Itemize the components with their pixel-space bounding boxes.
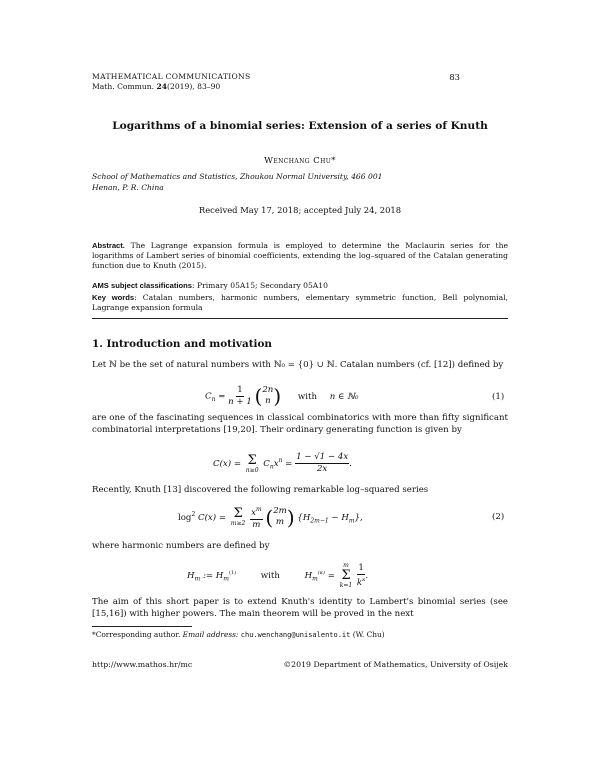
h-sum-top: m: [343, 562, 349, 569]
eq2-frac-num: x: [251, 507, 256, 518]
gf-equals: =: [285, 459, 293, 469]
h-def-sub: m: [223, 575, 229, 583]
equation-knuth: [178, 504, 363, 531]
eq2-binom-top: 2m: [273, 506, 287, 517]
eq2-sigma: Σ: [233, 506, 243, 522]
equation-catalan: [205, 384, 358, 408]
equation-harmonic: [187, 562, 368, 589]
gf-sigma: Σ: [247, 452, 257, 468]
eq2-binom: [273, 506, 287, 528]
eq1-with: with: [297, 391, 317, 402]
eq2-fraction: [250, 504, 263, 531]
eq1-number: (1): [492, 392, 505, 402]
keywords-label: Key words: [92, 293, 135, 302]
paragraph-3: Recently, Knuth [13] discovered the following remarkable log–squared series: [92, 485, 429, 495]
abstract-label: Abstract.: [92, 241, 125, 250]
footnote-suffix: (W. Chu): [350, 630, 385, 639]
eq2-frac-num-sup: m: [255, 506, 262, 513]
footer-url[interactable]: http://www.mathos.hr/mc: [92, 660, 193, 669]
eq2-sum: [231, 507, 246, 527]
paragraph-4: where harmonic numbers are defined by: [92, 541, 270, 551]
keywords-text: : Catalan numbers, harmonic numbers, elementary symmetric function, Bell polynomial, Lagrange expansion formula: [92, 293, 508, 312]
footnote-email-label: Email address:: [182, 630, 239, 639]
h-lhs: H: [187, 571, 195, 581]
eq2-frac-den: m: [252, 519, 261, 530]
citation-prefix: Math. Commun.: [92, 82, 157, 91]
eq1-sub: n: [211, 396, 216, 404]
abstract-text: The Lagrange expansion formula is employed to determine the Maclaurin series for the logarithms of Lambert series of binomial coefficients, extending the log–squared of the Catalan generating function due to Knuth (2015).: [92, 241, 508, 270]
paragraph-1: Let ℕ be the set of natural numbers with ℕ₀ = {0} ∪ ℕ. Catalan numbers (cf. [12]) defined by: [92, 360, 504, 370]
gf-term: C: [263, 459, 270, 469]
eq2-lparen: (: [265, 505, 274, 530]
h-sum-sub: k=1: [339, 582, 353, 589]
eq2-brace-open: {H: [297, 512, 311, 523]
received-dates: Received May 17, 2018; accepted July 24, 2018: [198, 205, 402, 215]
affiliation: School of Mathematics and Statistics, Zhoukou Normal University, 466 001 Henan, P. R. China: [92, 172, 383, 192]
footnote: [92, 630, 385, 639]
eq1-rparen: ): [273, 384, 282, 408]
section-heading: 1. Introduction and motivation: [92, 338, 272, 350]
abstract: [92, 241, 508, 271]
gf-term-sup: n: [278, 457, 283, 465]
h-equals: =: [327, 571, 335, 581]
eq2-minus: − H: [328, 512, 349, 523]
h-frac-den: k: [356, 577, 363, 588]
h-frac-num: 1: [358, 562, 364, 573]
eq1-cond: n ∈ ℕ₀: [329, 391, 359, 402]
eq1-equals: =: [218, 391, 226, 402]
h-with: with: [260, 571, 280, 581]
eq1-fraction: [228, 385, 252, 408]
abstract-divider: [92, 318, 508, 319]
eq2-number: (2): [492, 512, 505, 522]
eq2-log-sup: 2: [191, 511, 196, 519]
gf-term-sub: n: [269, 463, 274, 471]
page-number: 83: [449, 72, 460, 82]
ams-text: : Primary 05A15; Secondary 05A10: [192, 281, 328, 290]
eq1-frac-num: 1: [237, 384, 243, 395]
h-rhs-sup: (κ): [317, 570, 326, 577]
h-def: := H: [202, 571, 224, 581]
eq2-sum-sub: m≥2: [230, 520, 246, 528]
eq1-binom-bot: n: [265, 396, 271, 406]
paragraph-5: The aim of this short paper is to extend Knuth's identity to Lambert's binomial series (see [15,16]) with higher powers. The main theorem will be proved in the next: [92, 597, 508, 619]
gf-term-x: x: [273, 459, 279, 469]
eq1-binom-top: 2n: [262, 385, 274, 395]
gf-frac-num: 1 − √1 − 4x: [296, 452, 349, 462]
gf-lhs: C(x) =: [213, 459, 242, 469]
eq2-lhs: C(x) =: [198, 512, 227, 523]
eq1-lparen: (: [254, 384, 263, 408]
eq2-h2-sub: m: [348, 517, 355, 525]
gf-sum: [246, 454, 259, 474]
eq2-binom-bot: m: [275, 517, 285, 528]
footnote-email[interactable]: chu.wenchang@unisalento.it: [240, 631, 351, 639]
footnote-rule: [92, 626, 192, 627]
ams-label: AMS subject classifications: [92, 281, 193, 290]
h-rhs-sub: m: [312, 575, 318, 583]
citation-suffix: (2019), 83–90: [167, 82, 221, 91]
eq1-frac-den: n + 1: [228, 396, 252, 407]
paragraph-2: are one of the fascinating sequences in classical combinatorics with more than fifty significant combinatorial interpretations [19,20]. Their ordinary generating function is given by: [92, 413, 508, 435]
h-period: .: [365, 571, 369, 581]
eq1-binom: [262, 385, 273, 407]
h-sigma: Σ: [341, 568, 351, 583]
paper-title: Logarithms of a binomial series: Extension of a series of Knuth: [112, 120, 488, 132]
h-def-sup: (1): [228, 570, 237, 577]
journal-name: MATHEMATICAL COMMUNICATIONS: [92, 72, 251, 81]
keywords: [92, 293, 508, 313]
equation-generating-function: C(x) = Σ n≥0 $C_nx^n$ = $\frac{1 - √1 - 4x}{2x}$ .: [213, 452, 352, 474]
h-frac-den-sup: κ: [362, 576, 366, 583]
gf-fraction: [295, 452, 349, 475]
footer-copyright: ©2019 Department of Mathematics, University of Osijek: [283, 660, 508, 669]
footnote-text: *Corresponding author.: [92, 630, 183, 639]
eq2-h1-sub: 2m−1: [310, 517, 329, 525]
ams-classification: [92, 281, 508, 290]
citation-volume: 24: [156, 82, 168, 91]
h-sum: [340, 562, 352, 589]
eq1-lhs: C: [205, 391, 212, 402]
eq2-brace-close: },: [354, 512, 363, 523]
journal-citation: [92, 82, 220, 92]
eq2-log: log: [178, 512, 192, 523]
gf-frac-den: 2x: [316, 464, 328, 474]
h-lhs-sub: m: [194, 575, 201, 583]
author-name: Wenchang Chu*: [264, 156, 336, 166]
eq2-rparen: ): [286, 505, 295, 530]
h-rhs: H: [304, 571, 313, 581]
gf-sum-sub: n≥0: [245, 466, 259, 474]
